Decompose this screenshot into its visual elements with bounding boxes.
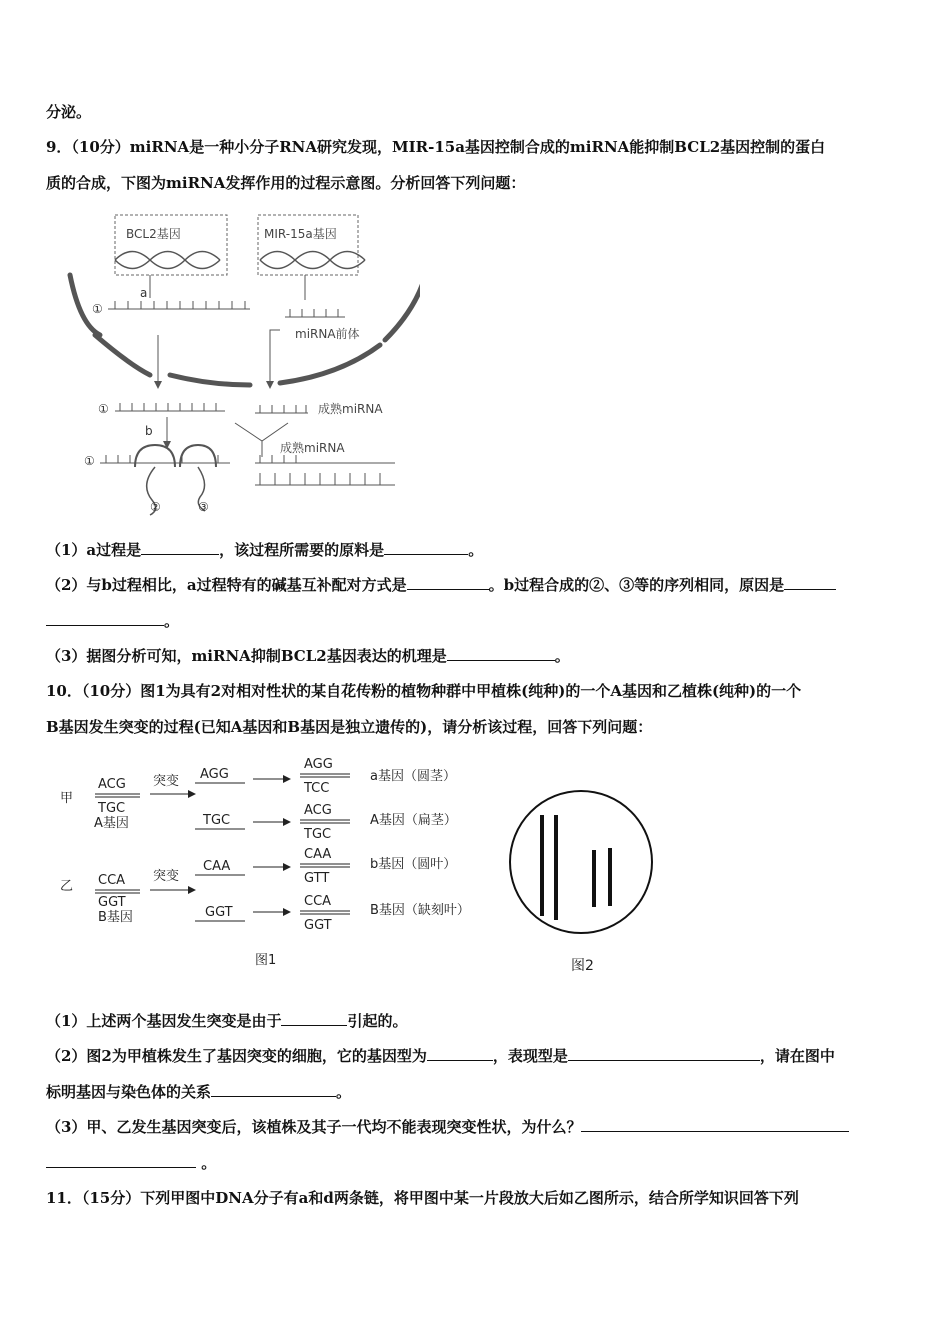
q10-sub-2-cont: 标明基因与染色体的关系 。 [46, 1083, 352, 1101]
mirna-process-figure [40, 205, 420, 525]
question-10-stem-2: B基因发生突变的过程(已知A基因和B基因是独立遗传的)，请分析该过程，回答下列问题： [46, 718, 653, 736]
mark-1-middle: ① [98, 402, 109, 416]
jia-r1-label: a基因（圆茎） [370, 769, 456, 784]
yi-r2-seq: GGT [205, 905, 233, 920]
mature-mirna-label-2: 成熟miRNA [280, 441, 345, 455]
label-jia: 甲 [60, 791, 74, 806]
jia-r1-bottom: TCC [304, 781, 330, 796]
answer-blank[interactable] [281, 1011, 347, 1026]
answer-blank[interactable] [568, 1046, 760, 1061]
mark-2: ② [150, 500, 161, 514]
yi-r1-top: CAA [304, 847, 332, 862]
question-10-stem: 10．（10分）图1为具有2对相对性状的某自花传粉的植物种群中甲植株(纯种)的一个A基因和乙植株(纯种)的一个 [46, 682, 802, 700]
answer-blank[interactable] [447, 646, 555, 661]
q9-sub-2-cont: 。 [46, 611, 906, 631]
jia-gene-label: A基因 [94, 816, 129, 831]
figure-2-cell [505, 770, 665, 980]
q10-sub-2: （2）图2为甲植株发生了基因突变的细胞，它的基因型为 ，表现型是 ，请在图中 [46, 1047, 835, 1065]
jia-r1-seq: AGG [200, 767, 229, 782]
mirna-precursor-label: miRNA前体 [295, 327, 360, 341]
answer-blank[interactable] [581, 1117, 849, 1132]
mrna-teeth-bottom [106, 455, 218, 463]
yi-bottom-seq: GGT [98, 895, 126, 910]
paired-mirna-teeth [260, 455, 296, 463]
q9-sub-3: （3）据图分析可知，miRNA抑制BCL2基因表达的机理是 。 [46, 647, 570, 665]
jia-r2-top: ACG [304, 803, 332, 818]
answer-blank[interactable] [784, 575, 836, 590]
mark-1-bottom: ① [84, 454, 95, 468]
nuclear-envelope [70, 265, 420, 385]
mark-3: ③ [198, 500, 209, 514]
mir15a-gene-box [258, 215, 358, 275]
q10-sub-1: （1）上述两个基因发生突变是由于 引起的。 [46, 1012, 408, 1030]
bcl2-gene-label: BCL2基因 [126, 227, 181, 241]
q9-sub-1: （1）a过程是 ，该过程所需要的原料是 。 [46, 541, 484, 559]
figure-1-mutation [50, 752, 500, 972]
answer-blank[interactable] [46, 611, 164, 626]
mrna-teeth-top [115, 301, 245, 309]
dna-helix-right [260, 252, 365, 269]
answer-blank[interactable] [211, 1082, 336, 1097]
question-9-stem: 9．（10分）miRNA是一种小分子RNA研究发现，MIR-15a基因控制合成的miRNA能抑制BCL2基因控制的蛋白 [46, 138, 826, 156]
yi-r1-bottom: GTT [304, 871, 330, 886]
q10-sub-3-cont: 。 [46, 1153, 906, 1173]
target-mrna-teeth [260, 473, 380, 485]
jia-r1-top: AGG [304, 757, 333, 772]
text-line-fenmi: 分泌。 [46, 103, 92, 121]
jia-top-seq: ACG [98, 777, 126, 792]
cell-outline [510, 791, 652, 933]
mature-mirna-label-1: 成熟miRNA [318, 402, 383, 416]
ribosome-1 [135, 445, 175, 467]
figure-1-caption: 图1 [255, 953, 277, 968]
jia-mutate-label: 突变 [153, 774, 180, 789]
jia-r2-bottom: TGC [304, 827, 332, 842]
label-a: a [140, 286, 148, 300]
mrna-teeth-middle [120, 403, 216, 411]
mir15a-gene-label: MIR-15a基因 [264, 227, 337, 241]
yi-gene-label: B基因 [98, 910, 133, 925]
mature-mirna-teeth [260, 405, 306, 413]
figure-2-caption: 图2 [571, 958, 594, 974]
label-b: b [145, 424, 153, 438]
question-9-stem-2: 质的合成，下图为miRNA发挥作用的过程示意图。分析回答下列问题： [46, 174, 526, 192]
yi-top-seq: CCA [98, 873, 126, 888]
dna-helix-left [115, 252, 220, 269]
precursor-teeth [290, 309, 338, 317]
label-yi: 乙 [60, 879, 74, 894]
yi-r1-label: b基因（圆叶） [370, 857, 457, 872]
mark-1-top: ① [92, 302, 103, 316]
yi-mutate-label: 突变 [153, 869, 180, 884]
jia-bottom-seq: TGC [98, 801, 126, 816]
ribosome-2 [180, 445, 216, 467]
yi-r2-top: CCA [304, 894, 332, 909]
question-11-stem: 11．（15分）下列甲图中DNA分子有a和d两条链，将甲图中某一片段放大后如乙图所示，结合所学知识回答下列 [46, 1189, 799, 1207]
jia-r2-seq: TGC [203, 813, 231, 828]
q10-sub-3: （3）甲、乙发生基因突变后，该植株及其子一代均不能表现突变性状，为什么？ [46, 1117, 906, 1137]
yi-r2-label: B基因（缺刻叶） [370, 903, 470, 918]
answer-blank[interactable] [407, 575, 489, 590]
answer-blank[interactable] [46, 1153, 196, 1168]
answer-blank[interactable] [427, 1046, 493, 1061]
jia-r2-label: A基因（扁茎） [370, 813, 457, 828]
yi-r1-seq: CAA [203, 859, 231, 874]
answer-blank[interactable] [141, 540, 219, 555]
yi-r2-bottom: GGT [304, 918, 332, 933]
answer-blank[interactable] [384, 540, 468, 555]
q9-sub-2: （2）与b过程相比，a过程特有的碱基互补配对方式是 。b过程合成的②、③等的序列相同，原因是 [46, 575, 906, 595]
